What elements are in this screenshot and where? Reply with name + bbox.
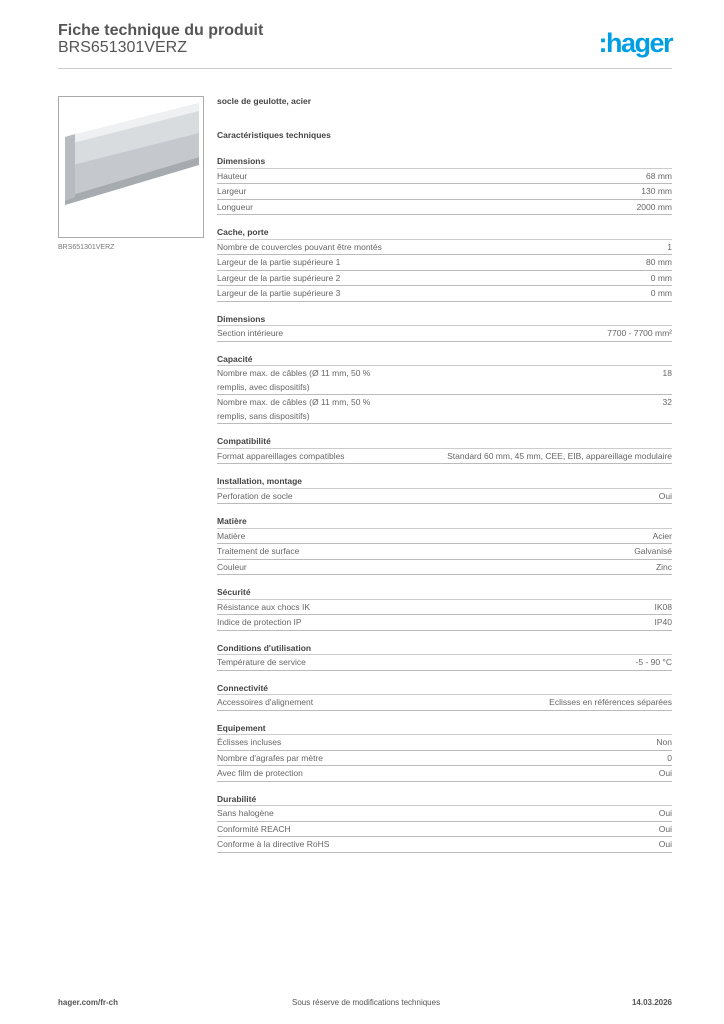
spec-row [217,560,672,576]
group-header: Connectivité [217,681,672,696]
spec-row [217,751,672,767]
spec-value: Zinc [655,561,672,572]
footer-date: 14.03.2026 [631,998,672,1007]
spec-row [217,544,672,560]
spec-row [217,271,672,287]
spec-row [217,255,672,271]
spec-row [217,806,672,822]
spec-label: Hauteur [217,170,248,181]
spec-row [217,529,672,545]
product-image [58,96,204,238]
spec-row [217,395,672,424]
spec-value: Eclisses en références séparées [549,697,672,707]
spec-value: 32 [662,397,672,407]
spec-label: Largeur [217,186,247,196]
spec-label: Nombre de couvercles pouvant être montés [217,241,382,252]
spec-value: Non [656,737,672,747]
spec-value: 68 mm [646,170,672,181]
image-caption: BRS651301VERZ [58,244,115,251]
spec-row [217,286,672,302]
group-header: Sécurité [217,585,672,600]
spec-row [217,766,672,782]
spec-row [217,240,672,256]
spec-value: 18 [662,368,672,378]
group-header: Dimensions [217,312,672,327]
spec-label: Longueur [217,201,253,212]
spec-groups [217,154,672,853]
product-description: socle de geulotte, acier [217,96,312,106]
page-title: Fiche technique du produit [58,22,264,39]
spec-value: 1 [667,241,672,252]
spec-label: Traitement de surface [217,546,300,556]
spec-row [217,489,672,505]
group-header: Capacité [217,352,672,367]
spec-row [217,822,672,838]
spec-value: Oui [658,808,672,818]
spec-value: Oui [658,768,672,778]
spec-label: Couleur [217,561,247,572]
spec-label: Largeur de la partie supérieure 1 [217,257,341,267]
spec-row [217,600,672,616]
spec-row [217,169,672,185]
spec-label: Largeur de la partie supérieure 2 [217,272,341,283]
spec-label: Format appareillages compatibles [217,450,345,461]
spec-value: 0 [667,752,672,763]
header-divider [58,68,672,69]
spec-row [217,837,672,853]
spec-row [217,200,672,216]
spec-row [217,695,672,711]
spec-label: Section intérieure [217,328,284,338]
spec-label: Éclisses incluses [217,737,282,747]
spec-label: Matière [217,530,246,541]
spec-value: Standard 60 mm, 45 mm, CEE, EIB, appareillage modulaire [447,450,672,461]
footer-website[interactable]: hager.com/fr-ch [58,998,119,1007]
spec-label: Nombre d'agrafes par mètre [217,752,324,763]
spec-value: 2000 mm [636,201,672,212]
spec-label: Accessoires d'alignement [217,697,314,707]
spec-row [217,184,672,200]
group-header: Matière [217,514,672,529]
spec-content [217,96,672,853]
group-header: Conditions d'utilisation [217,641,672,656]
spec-value: Oui [658,490,672,501]
spec-label: Résistance aux chocs IK [217,601,311,612]
product-code: BRS651301VERZ [58,39,187,56]
spec-label: Perforation de socle [217,490,293,501]
spec-label: Sans halogène [217,808,274,818]
spec-row [217,735,672,751]
spec-label: Avec film de protection [217,768,303,778]
spec-value: 80 mm [646,257,672,267]
spec-value: -5 - 90 °C [635,657,672,667]
spec-row [217,655,672,671]
spec-value: 0 mm [650,288,672,298]
group-header: Dimensions [217,154,672,169]
group-header: Equipement [217,721,672,736]
spec-label: Conformité REACH [217,823,291,834]
group-header: Cache, porte [217,225,672,240]
spec-value: Acier [652,530,672,541]
spec-value: Galvanisé [634,546,672,556]
spec-value: IK08 [654,601,672,612]
spec-value: Oui [658,839,672,849]
spec-value: 0 mm [650,272,672,283]
spec-row [217,366,672,395]
footer-notice: Sous réserve de modifications techniques [292,998,441,1007]
section-title: Caractéristiques techniques [217,130,331,140]
spec-value: IP40 [654,617,672,627]
spec-label: Nombre max. de câbles (Ø 11 mm, 50 % remplis, avec dispositifs) [217,368,371,392]
spec-label: Largeur de la partie supérieure 3 [217,288,341,298]
spec-row [217,615,672,631]
spec-label: Température de service [217,657,306,667]
spec-value: Oui [658,823,672,834]
group-header: Compatibilité [217,434,672,449]
spec-row [217,449,672,465]
spec-value: 130 mm [641,186,672,196]
group-header: Installation, montage [217,474,672,489]
spec-row [217,326,672,342]
group-header: Durabilité [217,792,672,807]
spec-value: 7700 - 7700 mm² [607,328,672,338]
spec-label: Conforme à la directive RoHS [217,839,330,849]
hager-logo: :hager [598,28,672,58]
spec-label: Nombre max. de câbles (Ø 11 mm, 50 % remplis, sans dispositifs) [217,397,371,421]
spec-label: Indice de protection IP [217,617,302,627]
